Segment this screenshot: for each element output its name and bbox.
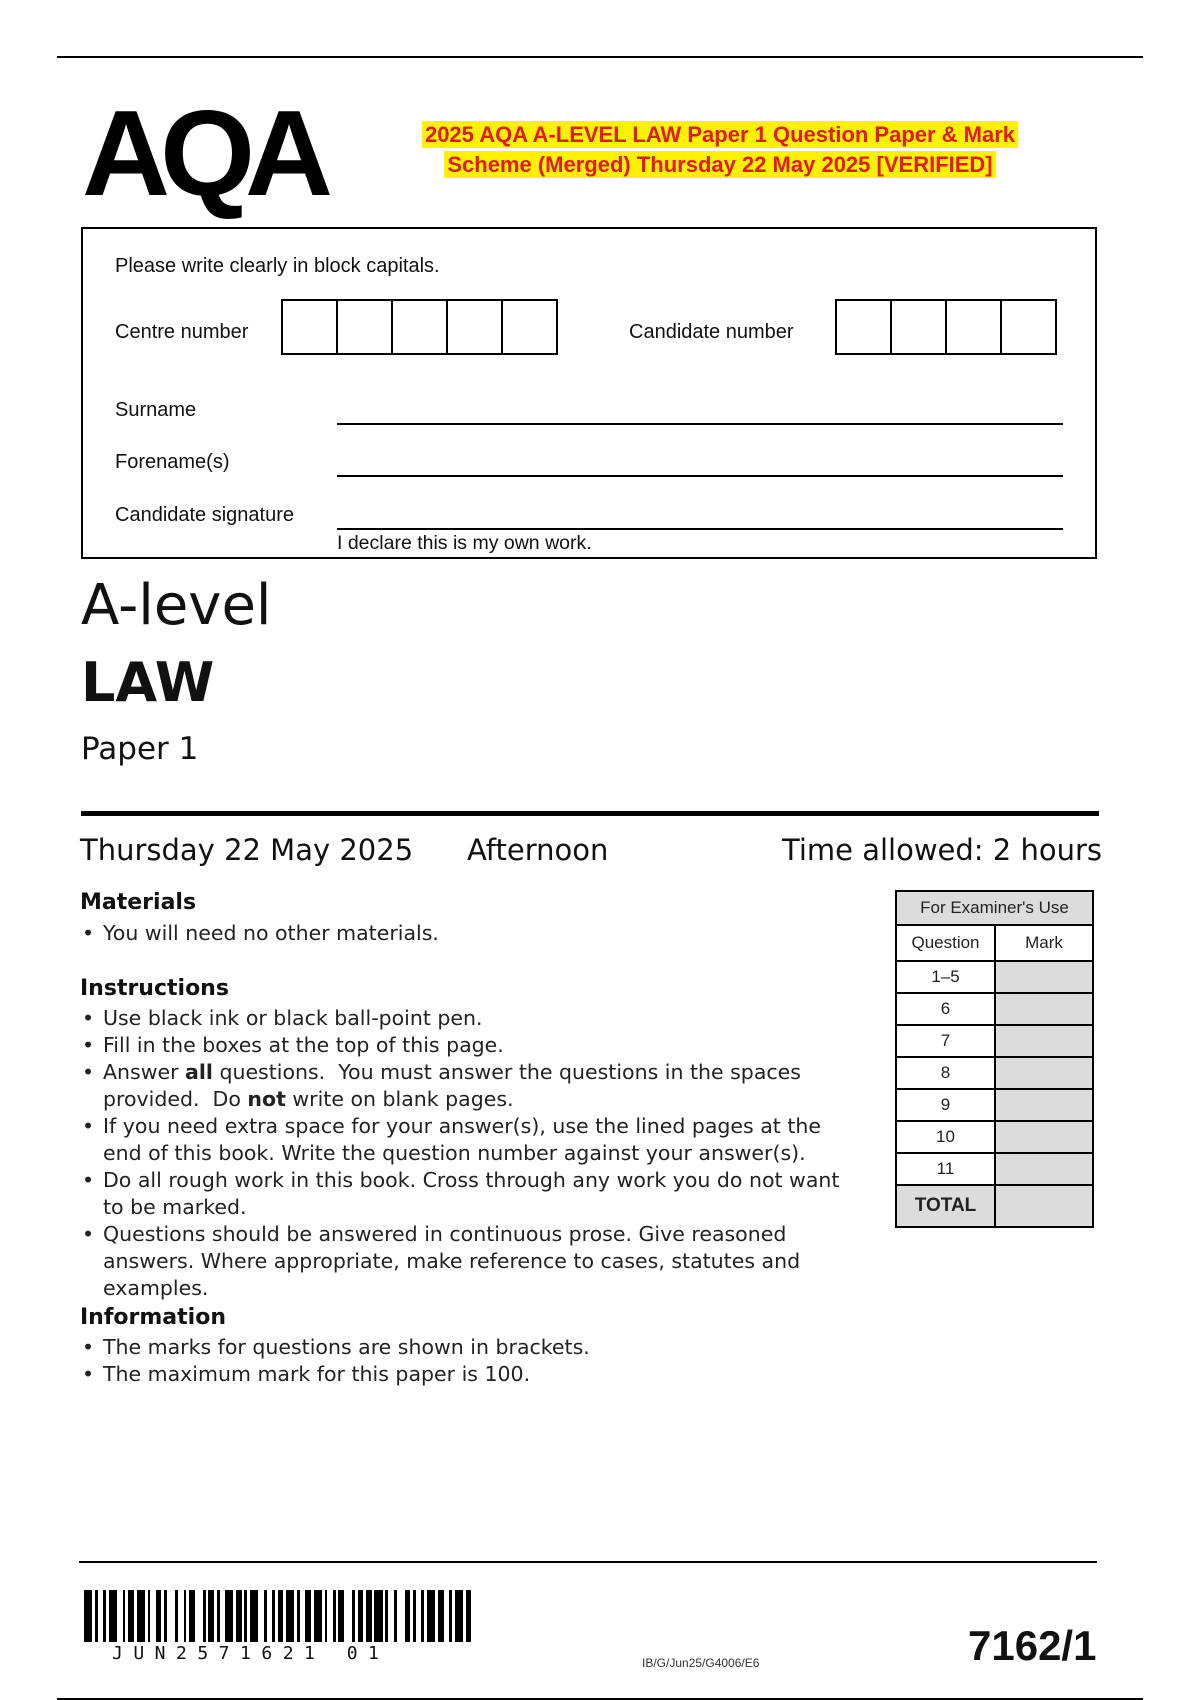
barcode-bar [286, 1590, 294, 1642]
aqa-logo: AQA [82, 85, 324, 221]
barcode [84, 1590, 474, 1642]
centre-number-label: Centre number [115, 321, 249, 343]
list-item: • You will need no other materials. [80, 920, 860, 947]
mark-cell [995, 1057, 1093, 1089]
candidate-number-digit-box[interactable] [835, 299, 892, 355]
table-row: 1–5 [896, 961, 1093, 993]
centre-number-digit-box[interactable] [281, 299, 338, 355]
barcode-bar [109, 1590, 117, 1642]
materials-heading: Materials [80, 890, 197, 915]
reference-code: IB/G/Jun25/G4006/E6 [642, 1656, 760, 1670]
candidate-number-boxes [835, 299, 1055, 355]
paper-title: Paper 1 [81, 731, 199, 767]
instructions-list [80, 1005, 860, 1302]
forenames-label: Forename(s) [115, 451, 230, 473]
candidate-number-digit-box[interactable] [1000, 299, 1057, 355]
table-row: 11 [896, 1153, 1093, 1185]
list-item: • Do all rough work in this book. Cross through any work you do not want to be marked. [80, 1167, 860, 1221]
declaration-text: I declare this is my own work. [337, 532, 592, 554]
surname-field[interactable] [337, 423, 1063, 425]
mark-cell [995, 1089, 1093, 1121]
mark-cell [995, 1153, 1093, 1185]
centre-number-boxes [281, 299, 556, 355]
paper-code: 7162/1 [968, 1622, 1097, 1669]
list-item: • Use black ink or black ball-point pen. [80, 1005, 860, 1032]
mark-column-header: Mark [995, 925, 1093, 961]
highlighted-banner [380, 120, 1060, 180]
centre-number-digit-box[interactable] [501, 299, 558, 355]
table-row: 7 [896, 1025, 1093, 1057]
table-row: 10 [896, 1121, 1093, 1153]
subject-title: LAW [81, 651, 215, 714]
total-label: TOTAL [896, 1185, 995, 1227]
candidate-number-label: Candidate number [629, 321, 794, 343]
candidate-details-box [81, 227, 1097, 559]
banner-line-2: Scheme (Merged) Thursday 22 May 2025 [VERIFIED] [444, 151, 995, 178]
title-rule [81, 811, 1099, 816]
footer-rule [79, 1561, 1097, 1563]
exam-session: Afternoon [467, 833, 609, 867]
information-heading: Information [80, 1305, 226, 1330]
barcode-bar [344, 1590, 352, 1642]
barcode-bar [397, 1590, 405, 1642]
table-row [896, 1185, 1093, 1227]
information-list [80, 1334, 860, 1388]
signature-label: Candidate signature [115, 504, 295, 526]
mark-cell [995, 961, 1093, 993]
barcode-bar [314, 1590, 322, 1642]
centre-number-digit-box[interactable] [336, 299, 393, 355]
surname-label: Surname [115, 399, 197, 421]
list-item: • If you need extra space for your answer(s), use the lined pages at the end of this book. Write the question number against your answer(s). [80, 1113, 860, 1167]
table-row: 6 [896, 993, 1093, 1025]
top-rule [57, 56, 1143, 58]
forenames-field[interactable] [337, 475, 1063, 477]
table-row: 8 [896, 1057, 1093, 1089]
qualification-level: A-level [81, 573, 272, 638]
materials-list [80, 920, 860, 947]
total-mark-cell [995, 1185, 1093, 1227]
question-column-header: Question [896, 925, 995, 961]
list-item: • Fill in the boxes at the top of this page. [80, 1032, 860, 1059]
mark-cell [995, 1025, 1093, 1057]
centre-number-digit-box[interactable] [446, 299, 503, 355]
centre-number-digit-box[interactable] [391, 299, 448, 355]
mark-cell [995, 993, 1093, 1025]
mark-cell [995, 1121, 1093, 1153]
signature-field[interactable] [337, 528, 1063, 530]
barcode-bar [374, 1590, 382, 1642]
banner-line-1: 2025 AQA A-LEVEL LAW Paper 1 Question Paper & Mark [422, 121, 1018, 148]
candidate-number-digit-box[interactable] [890, 299, 947, 355]
candidate-number-digit-box[interactable] [945, 299, 1002, 355]
barcode-bar [167, 1590, 175, 1642]
examiner-use-table [895, 890, 1094, 1228]
time-allowed: Time allowed: 2 hours [782, 833, 1102, 867]
barcode-bar [84, 1590, 92, 1642]
block-capitals-instruction: Please write clearly in block capitals. [115, 255, 440, 277]
list-item: • Questions should be answered in continuous prose. Give reasoned answers. Where appropriate, make reference to cases, statutes and examples. [80, 1221, 860, 1302]
list-item: • The maximum mark for this paper is 100. [80, 1361, 860, 1388]
barcode-bar [250, 1590, 258, 1642]
barcode-bar [225, 1590, 233, 1642]
barcode-text: JUN2571621 01 [112, 1643, 390, 1664]
table-row: 9 [896, 1089, 1093, 1121]
barcode-bar [195, 1590, 203, 1642]
instructions-heading: Instructions [80, 976, 229, 1001]
barcode-bar [137, 1590, 145, 1642]
barcode-bar [455, 1590, 463, 1642]
barcode-bar [427, 1590, 435, 1642]
list-item: • Answer all questions. You must answer the questions in the spaces provided. Do not write on blank pages. [80, 1059, 860, 1113]
exam-date: Thursday 22 May 2025 [80, 833, 414, 867]
list-item: • The marks for questions are shown in brackets. [80, 1334, 860, 1361]
barcode-bar [471, 1590, 474, 1642]
examiner-table-title: For Examiner's Use [896, 891, 1093, 925]
